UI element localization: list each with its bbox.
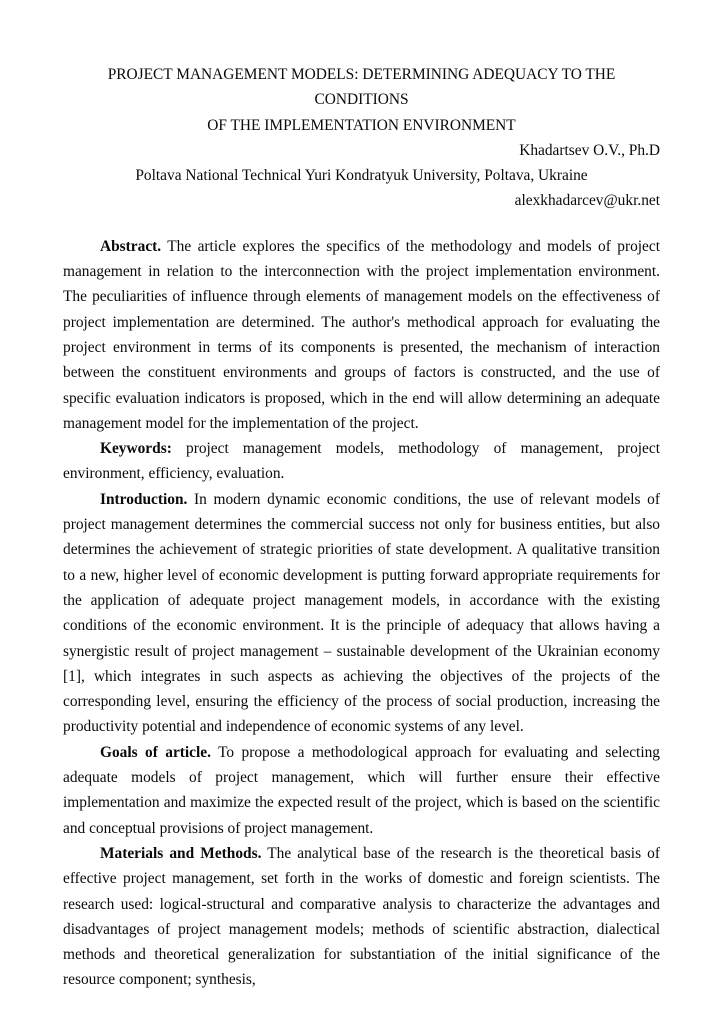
paragraph-introduction-text: In modern dynamic economic conditions, the use of relevant models of project management determines the commercial success not only for business entities, but also determines the achievement of strategic priorities of state development. A qualitative transition to a new, higher level of economic development is putting forward appropriate requirements for the application of adequate project management models, in accordance with the existing conditions of the economic environment. It is the principle of adequacy that allows having a synergistic result of project management – sustainable development of the Ukrainian economy [1], which integrates in such aspects as achieving the objectives of the projects of the corresponding level, ensuring the efficiency of the process of social production, increasing the productivity potential and independence of economic systems of any level. — [63, 490, 660, 736]
article-title-line-1: PROJECT MANAGEMENT MODELS: DETERMINING ADEQUACY TO THE CONDITIONS — [107, 66, 616, 109]
paragraph-goals — [63, 740, 660, 841]
section-heading-keywords: Keywords: — [100, 440, 172, 458]
paragraph-materials-methods-text: The analytical base of the research is the theoretical basis of effective project management, set forth in the works of domestic and foreign scientists. The research used: logical-structural and comparative analysis to characterize the advantages and disadvantages of project management models; methods of scientific abstraction, dialectical methods and theoretical generalization for substantiation of the initial significance of the resource component; synthesis, — [63, 844, 660, 989]
paragraph-keywords-text: project management models, methodology of management, project environment, efficiency, evaluation. — [63, 440, 660, 483]
section-heading-abstract: Abstract. — [100, 237, 162, 255]
author-email: alexkhadarcev@ukr.net — [514, 192, 660, 210]
paragraph-materials-methods — [63, 841, 660, 993]
paragraph-abstract — [63, 234, 660, 436]
article-title-line-2: OF THE IMPLEMENTATION ENVIRONMENT — [207, 116, 516, 134]
paragraph-introduction — [63, 487, 660, 740]
paragraph-keywords — [63, 436, 660, 487]
author-affiliation: Poltava National Technical Yuri Kondratyuk University, Poltava, Ukraine — [135, 167, 588, 185]
section-heading-materials-methods: Materials and Methods. — [100, 844, 262, 862]
document-page — [63, 62, 660, 993]
paragraph-abstract-text: The article explores the specifics of the methodology and models of project management in relation to the interconnection with the project implementation environment. The peculiarities of influence through elements of management models on the effectiveness of project implementation are determined. The author's methodical approach for evaluating the project environment in terms of its components is presented, the mechanism of interaction between the constituent environments and groups of factors is constructed, and the use of specific evaluation indicators is proposed, which in the end will allow determining an adequate management model for the implementation of the project. — [63, 237, 660, 432]
paragraph-goals-text: To propose a methodological approach for evaluating and selecting adequate models of project management, which will further ensure their effective implementation and maximize the expected result of the project, which is based on the scientific and conceptual provisions of project management. — [63, 743, 660, 837]
section-heading-goals: Goals of article. — [100, 743, 211, 761]
section-heading-introduction: Introduction. — [100, 490, 188, 508]
author-name: Khadartsev O.V., Ph.D — [519, 141, 660, 159]
